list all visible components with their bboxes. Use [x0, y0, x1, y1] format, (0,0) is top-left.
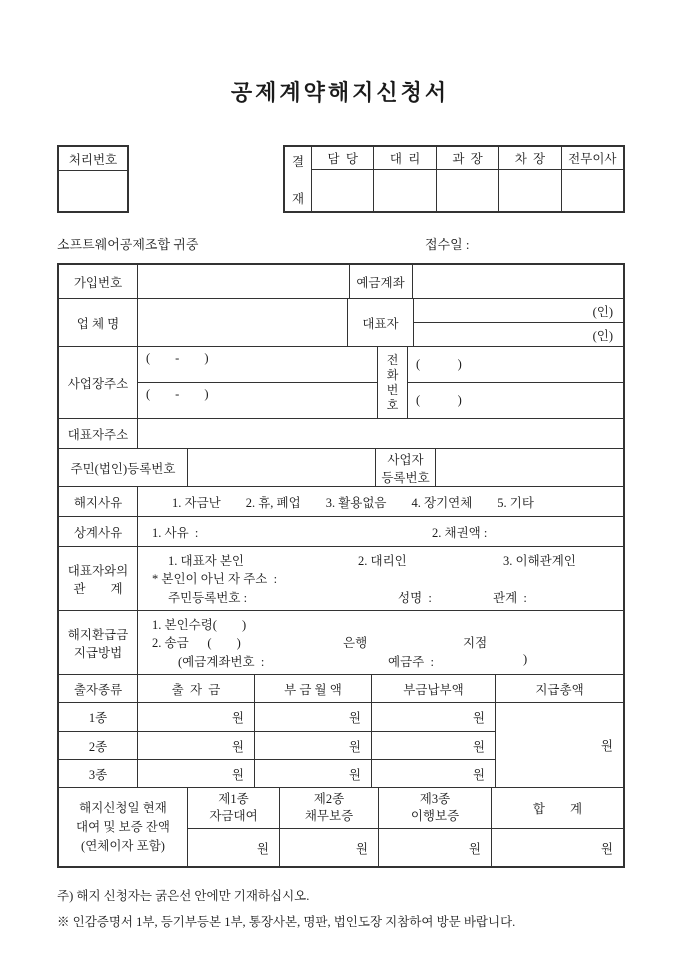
refund-branch-label: 지점: [463, 636, 488, 651]
refund-method-content: [137, 611, 623, 674]
balance-label-line1: 해지신청일 현재: [79, 800, 167, 815]
approval-table: [283, 145, 625, 213]
relation-option-agent: 2. 대리인: [358, 554, 407, 569]
balance-value-row: [188, 828, 623, 866]
shares-total-cell: 원: [495, 703, 623, 787]
balance-header-total: 합 계: [491, 788, 623, 828]
offset-reason-label: 상계사유: [73, 525, 123, 540]
termination-reason-options: 1. 자금난 2. 휴, 폐업 3. 활용없음 4. 장기연체 5. 기타: [137, 487, 623, 516]
address-field-1: ( - ): [146, 351, 209, 365]
receipt-date-label: 접수일 :: [425, 237, 470, 252]
refund-account-label: (예금계좌번호 :: [178, 654, 265, 669]
stamp-row-2: [414, 322, 623, 346]
relation-content: [137, 547, 623, 610]
company-field: [137, 299, 347, 346]
row-termination-reason: [59, 486, 623, 516]
balance-table: [187, 788, 623, 866]
approval-col-executive: [562, 147, 623, 211]
resident-number-field: [187, 449, 375, 486]
approval-char-2: 재: [291, 192, 305, 206]
join-number-label: 가입번호: [73, 275, 123, 290]
representative-address-field: [137, 419, 623, 448]
balance-loan-line2: 자금대여: [209, 809, 258, 823]
stamp-row-1: [414, 299, 623, 322]
note-thick-line: 주) 해지 신청자는 굵은선 안에만 기재하십시오.: [57, 889, 310, 903]
approval-sign-director: [499, 170, 560, 211]
row-offset-reason: [59, 516, 623, 546]
address-field-2: ( - ): [138, 382, 377, 418]
refund-method-label: [59, 611, 137, 674]
deposit-account-field: [412, 265, 624, 298]
offset-amount-text: 2. 채권액 :: [432, 525, 488, 540]
relation-label-line2: 관 계: [73, 581, 123, 596]
approval-header-executive: 전무이사: [562, 147, 623, 170]
join-number-field: [137, 265, 349, 298]
refund-close-paren: ): [523, 651, 528, 666]
refund-label-line2: 지급방법: [73, 645, 123, 660]
shares-header-type: 출자종류: [73, 682, 123, 697]
relation-detail-line: [138, 588, 623, 606]
approval-col-manager: [437, 147, 499, 211]
balance-label-line3: (연체이자 포함): [81, 838, 165, 853]
page-title: 공제계약해지신청서: [230, 80, 450, 105]
phone-field-2: ( ): [408, 382, 623, 418]
phone-char-1: 전: [386, 352, 399, 367]
shares-type1-contribution: 원: [137, 703, 254, 731]
shares-type2-monthly: 원: [254, 732, 371, 759]
approval-col-deputy: [374, 147, 436, 211]
shares-type1-monthly: 원: [254, 703, 371, 731]
relation-name-label: 성명 :: [398, 590, 432, 605]
recipient-line: [57, 234, 625, 253]
shares-rows: [59, 703, 495, 787]
shares-type3-contribution: 원: [137, 760, 254, 787]
approval-col-director: [499, 147, 561, 211]
shares-row-type3: [59, 759, 495, 787]
representative-stamp-area: [413, 299, 623, 346]
balance-total-value: 원: [491, 829, 623, 866]
business-number-field: [435, 449, 623, 486]
business-number-label: [375, 449, 435, 486]
shares-type3-label: 3종: [88, 767, 108, 782]
row-representative-address: [59, 418, 623, 448]
row-relation: [59, 546, 623, 610]
approval-vertical-label: [285, 147, 312, 211]
shares-header-monthly: 부 금 월 액: [254, 675, 371, 702]
representative-label: 대표자: [347, 299, 413, 346]
balance-debt-value: 원: [279, 829, 378, 866]
balance-performance-line2: 이행보증: [410, 809, 460, 823]
relation-rel-label: 관계 :: [493, 590, 527, 605]
refund-option-self: 1. 본인수령( ): [152, 618, 247, 633]
balance-debt-line1: 제2종: [313, 792, 345, 806]
relation-option-interested: 3. 이해관계인: [503, 554, 576, 569]
process-number-label: 처리번호: [59, 147, 127, 171]
approval-sign-staff: [312, 170, 373, 211]
relation-note-line: * 본인이 아닌 자 주소 :: [152, 572, 278, 587]
company-label: 업 체 명: [76, 316, 120, 331]
process-number-box: [57, 145, 129, 213]
phone-char-3: 번: [386, 382, 399, 397]
shares-type2-paid: 원: [371, 732, 495, 759]
relation-option-self: 1. 대표자 본인: [168, 554, 245, 569]
balance-loan-line1: 제1종: [218, 792, 249, 806]
shares-header-paid: 부금납부액: [371, 675, 495, 702]
approval-header-director: 차 장: [499, 147, 560, 170]
approval-col-staff: [312, 147, 374, 211]
balance-performance-value: 원: [378, 829, 491, 866]
shares-header-contribution: 출 자 금: [137, 675, 254, 702]
shares-type1-label: 1종: [88, 711, 108, 725]
deposit-account-label: 예금계좌: [349, 265, 412, 298]
recipient-text: 소프트웨어공제조합 귀중: [57, 237, 199, 252]
row-join-number: [59, 265, 623, 298]
relation-label-line1: 대표자와의: [67, 563, 129, 578]
row-registration-numbers: [59, 448, 623, 486]
approval-char-1: 결: [291, 155, 305, 169]
shares-type3-paid: 원: [371, 760, 495, 787]
refund-account-line: [138, 652, 623, 670]
shares-row-type2: [59, 731, 495, 759]
shares-type2-contribution: 원: [137, 732, 254, 759]
refund-transfer-text: 2. 송금 ( ): [152, 636, 241, 651]
relation-label: [59, 547, 137, 610]
balance-row: [59, 787, 623, 866]
phone-number-fields: [407, 347, 623, 418]
note-documents: ※ 인감증명서 1부, 등기부등본 1부, 통장사본, 명판, 법인도장 지참하여 방문 바랍니다.: [57, 915, 516, 929]
shares-header-total: 지급총액: [495, 675, 623, 702]
approval-sign-executive: [562, 170, 623, 211]
approval-header-staff: 담 당: [312, 147, 373, 170]
approval-sign-deputy: [374, 170, 435, 211]
refund-option-transfer: [138, 633, 623, 651]
row-company: [59, 298, 623, 346]
row-refund-method: [59, 610, 623, 674]
phone-field-1: ( ): [416, 357, 462, 371]
shares-body: [59, 702, 623, 787]
balance-header-loan: [188, 788, 279, 828]
offset-reason-text: 1. 사유 :: [152, 525, 199, 540]
balance-loan-value: 원: [256, 841, 269, 856]
stamp-mark-1: (인): [592, 304, 613, 319]
balance-label-line2: 대여 및 보증 잔액: [76, 819, 170, 834]
shares-type1-paid: 원: [371, 703, 495, 731]
shares-type2-label: 2종: [88, 739, 108, 754]
row-business-address: [59, 346, 623, 418]
balance-header-performance: [378, 788, 491, 828]
main-form-table: [57, 263, 625, 868]
phone-number-label: [377, 347, 407, 418]
balance-debt-line2: 채무보증: [304, 809, 354, 823]
representative-address-label: 대표자주소: [67, 427, 129, 442]
balance-header-row: [188, 788, 623, 828]
stamp-mark-2: (인): [592, 328, 613, 343]
header-boxes: [57, 145, 625, 213]
refund-bank-label: 은행: [343, 636, 368, 651]
balance-header-debt: [279, 788, 378, 828]
phone-char-4: 호: [386, 397, 399, 412]
shares-header-row: [59, 674, 623, 702]
balance-label: [59, 788, 187, 866]
resident-number-label: 주민(법인)등록번호: [70, 461, 176, 476]
refund-holder-label: 예금주 :: [388, 654, 434, 669]
approval-sign-manager: [437, 170, 498, 211]
balance-performance-line1: 제3종: [419, 792, 451, 806]
business-address-fields: [137, 347, 377, 418]
business-address-label: 사업장주소: [67, 376, 129, 391]
termination-reason-label: 해지사유: [73, 495, 123, 510]
refund-label-line1: 해지환급금: [67, 627, 129, 642]
approval-header-manager: 과 장: [437, 147, 498, 170]
business-number-label-line2: 등록번호: [381, 470, 430, 485]
offset-reason-fields: [137, 517, 623, 546]
relation-rrn-label: 주민등록번호 :: [168, 590, 248, 605]
business-number-label-line1: 사업자: [387, 452, 424, 467]
relation-options-line: [138, 551, 623, 569]
approval-header-deputy: 대 리: [374, 147, 435, 170]
phone-char-2: 화: [386, 367, 399, 382]
shares-type3-monthly: 원: [254, 760, 371, 787]
footer-notes: [57, 883, 625, 935]
shares-row-type1: [59, 703, 495, 731]
